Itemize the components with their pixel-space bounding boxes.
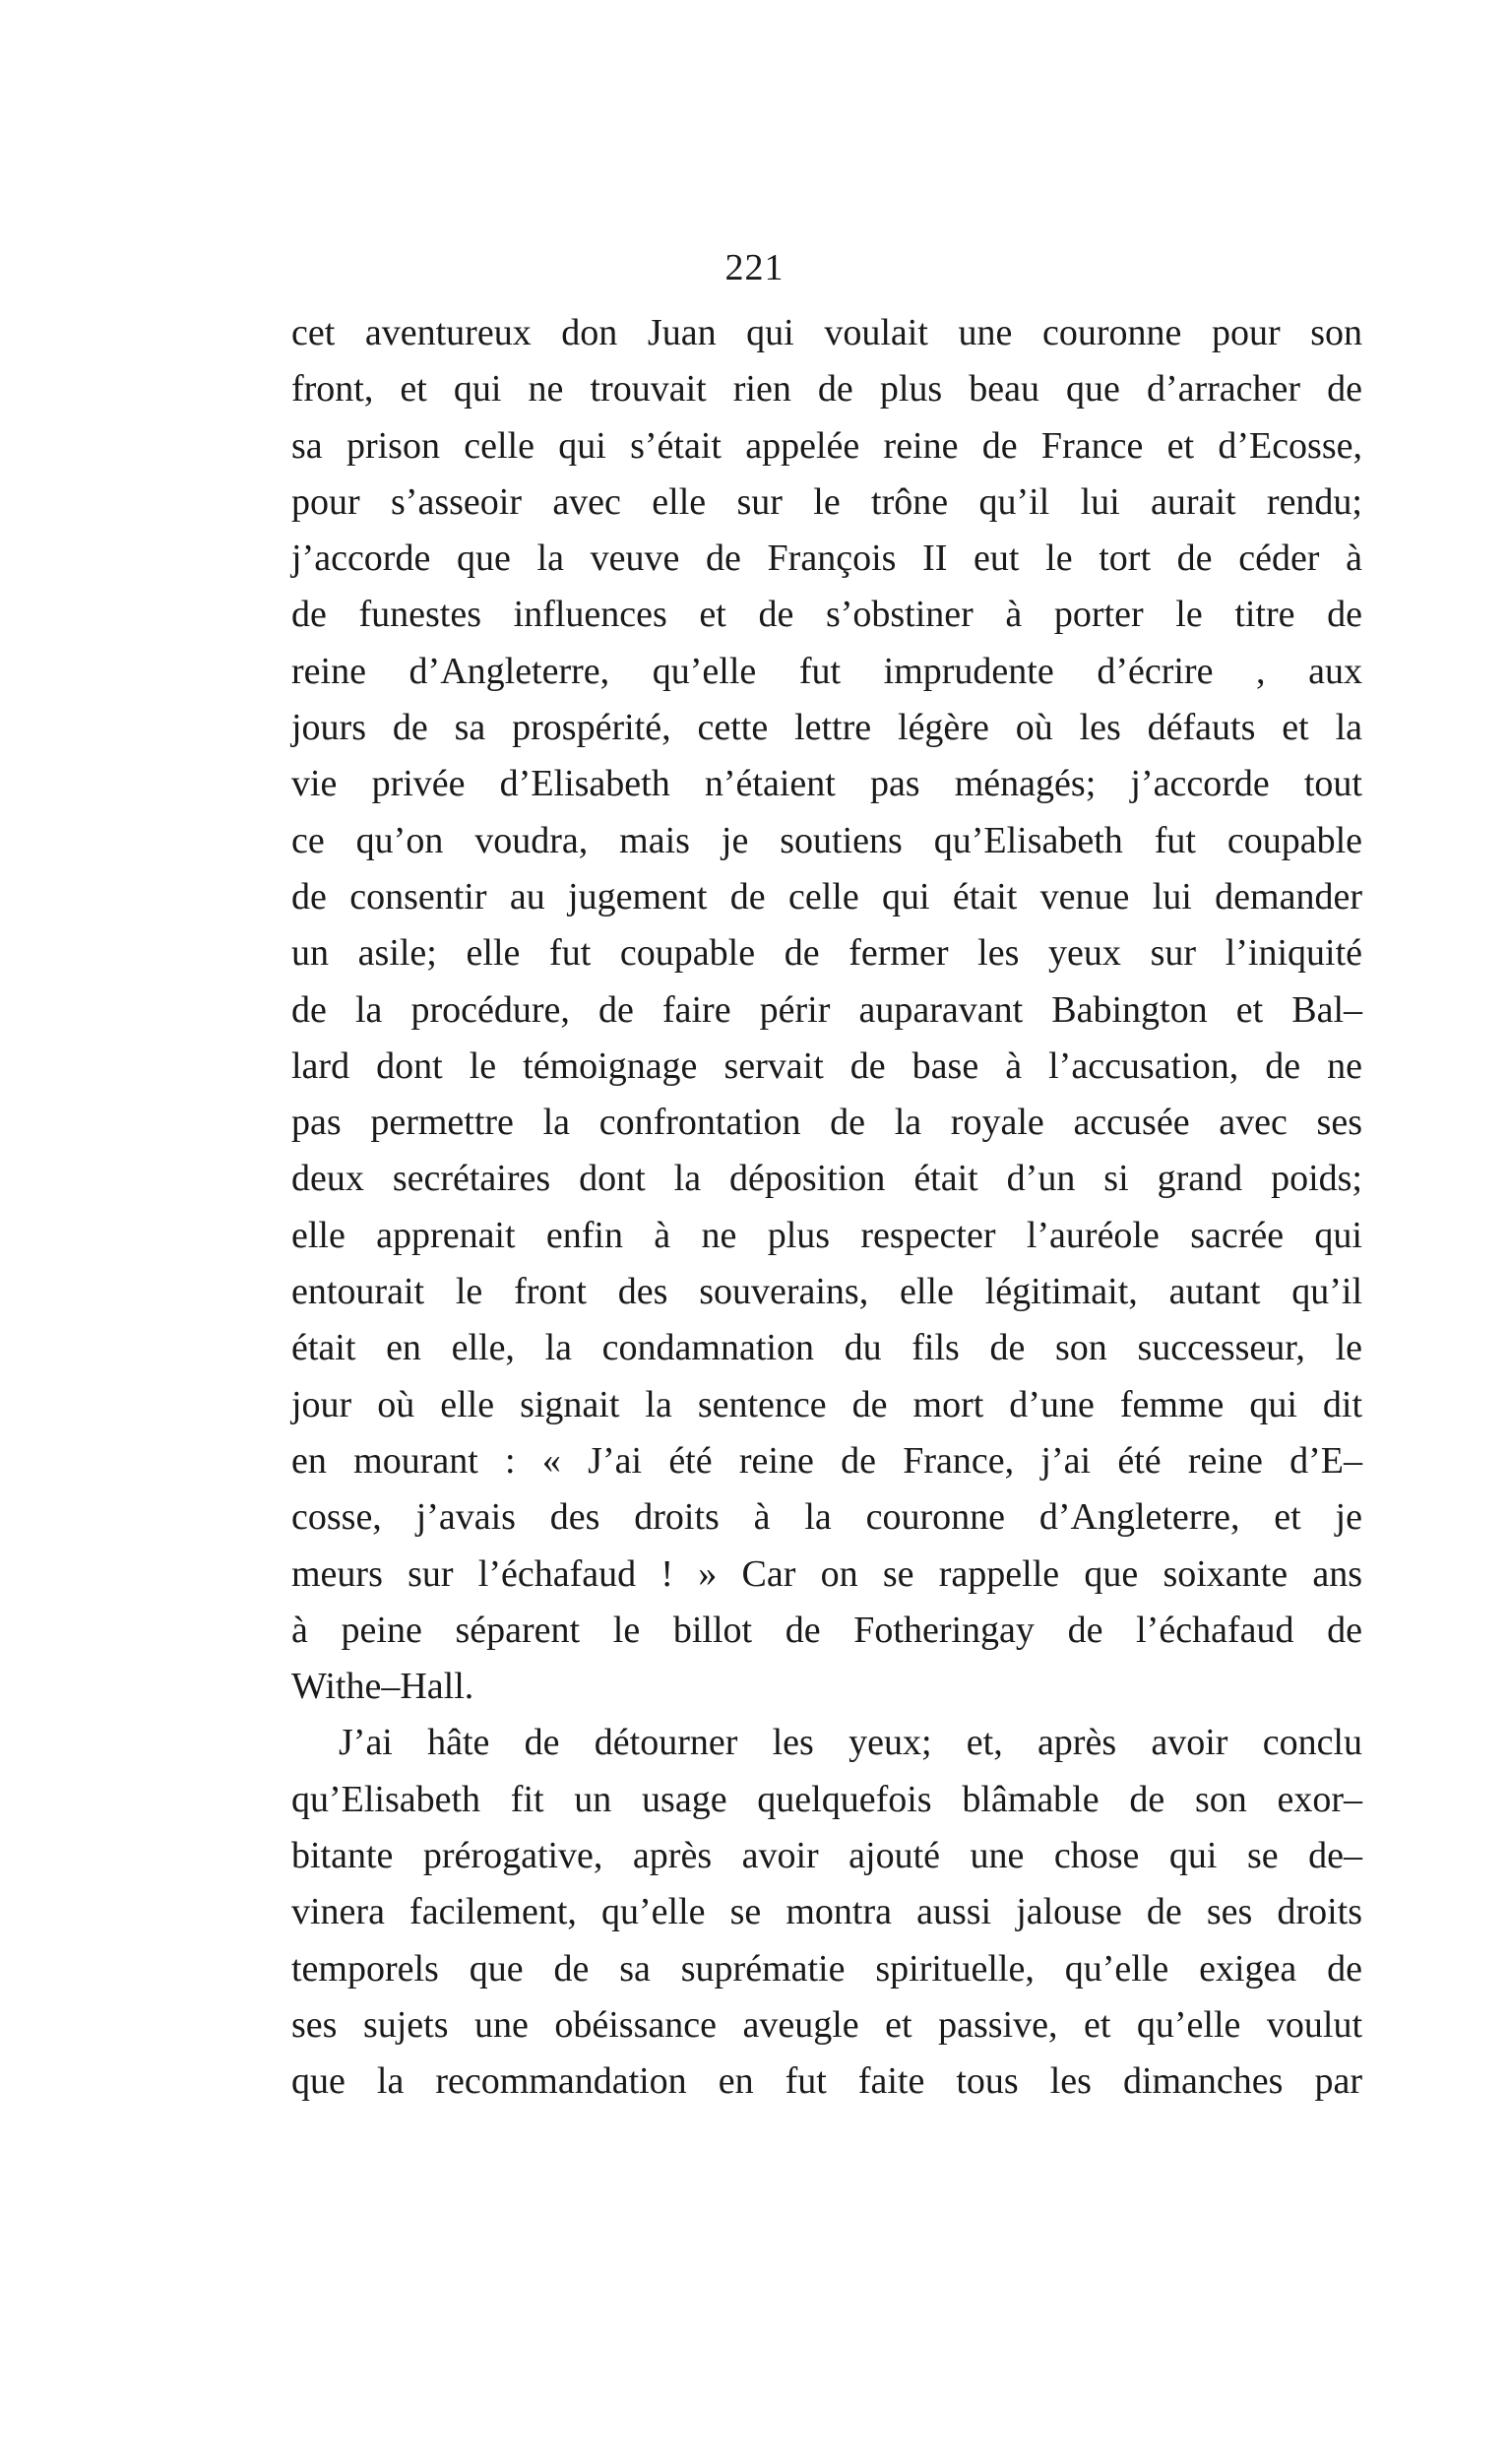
text-line: J’ai hâte de détourner les yeux; et, après avoir conclu xyxy=(339,1722,1362,1764)
paragraph-1 xyxy=(291,305,1362,1715)
text-line: était en elle, la condamnation du fils de son successeur, le xyxy=(291,1327,1362,1369)
text-line: qu’Elisabeth fit un usage quelquefois blâmable de son exor– xyxy=(291,1778,1362,1820)
text-line: pas permettre la confrontation de la royale accusée avec ses xyxy=(291,1102,1362,1144)
paragraph-2 xyxy=(291,1715,1362,2110)
text-line: vie privée d’Elisabeth n’étaient pas ménagés; j’accorde tout xyxy=(291,763,1362,805)
text-line: de la procédure, de faire périr auparavant Babington et Bal– xyxy=(291,988,1362,1031)
text-line: j’accorde que la veuve de François II eut le tort de céder à xyxy=(291,537,1362,580)
text-line: en mourant : « J’ai été reine de France, j’ai été reine d’E– xyxy=(291,1439,1362,1482)
text-line: que la recommandation en fut faite tous les dimanches par xyxy=(291,2060,1362,2103)
text-line: meurs sur l’échafaud ! » Car on se rappelle que soixante ans xyxy=(291,1552,1362,1595)
text-line: front, et qui ne trouvait rien de plus beau que d’arracher de xyxy=(291,368,1362,411)
text-line: temporels que de sa suprématie spirituelle, qu’elle exigea de xyxy=(291,1947,1362,1990)
text-line: elle apprenait enfin à ne plus respecter l’auréole sacrée qui xyxy=(291,1214,1362,1256)
text-line: de funestes influences et de s’obstiner à porter le titre de xyxy=(291,594,1362,636)
text-line: lard dont le témoignage servait de base à l’accusation, de ne xyxy=(291,1044,1362,1087)
text-line: cet aventureux don Juan qui voulait une couronne pour son xyxy=(291,312,1362,353)
text-line: vinera facilement, qu’elle se montra aussi jalouse de ses droits xyxy=(291,1891,1362,1933)
text-line: ce qu’on voudra, mais je soutiens qu’Elisabeth fut coupable xyxy=(291,819,1362,861)
page-number: 221 xyxy=(724,247,785,288)
body-text xyxy=(291,305,1362,2111)
text-line: un asile; elle fut coupable de fermer les yeux sur l’iniquité xyxy=(291,932,1362,975)
text-line: deux secrétaires dont la déposition était d’un si grand poids; xyxy=(291,1158,1362,1200)
text-line: reine d’Angleterre, qu’elle fut imprudente d’écrire , aux xyxy=(291,650,1362,692)
text-line: de consentir au jugement de celle qui était venue lui demander xyxy=(291,875,1362,917)
text-line: Withe–Hall. xyxy=(291,1666,474,1708)
text-line: entourait le front des souverains, elle légitimait, autant qu’il xyxy=(291,1271,1362,1313)
text-line: cosse, j’avais des droits à la couronne d’Angleterre, et je xyxy=(291,1496,1362,1539)
text-line: jours de sa prospérité, cette lettre légère où les défauts et la xyxy=(291,707,1362,749)
text-line: jour où elle signait la sentence de mort d’une femme qui dit xyxy=(291,1383,1362,1425)
text-line: sa prison celle qui s’était appelée reine de France et d’Ecosse, xyxy=(291,424,1362,467)
text-line: à peine séparent le billot de Fotheringay de l’échafaud de xyxy=(291,1609,1362,1651)
text-line: ses sujets une obéissance aveugle et passive, et qu’elle voulut xyxy=(291,2003,1362,2046)
text-line: pour s’asseoir avec elle sur le trône qu’il lui aurait rendu; xyxy=(291,480,1362,523)
text-line: bitante prérogative, après avoir ajouté une chose qui se de– xyxy=(291,1835,1362,1877)
